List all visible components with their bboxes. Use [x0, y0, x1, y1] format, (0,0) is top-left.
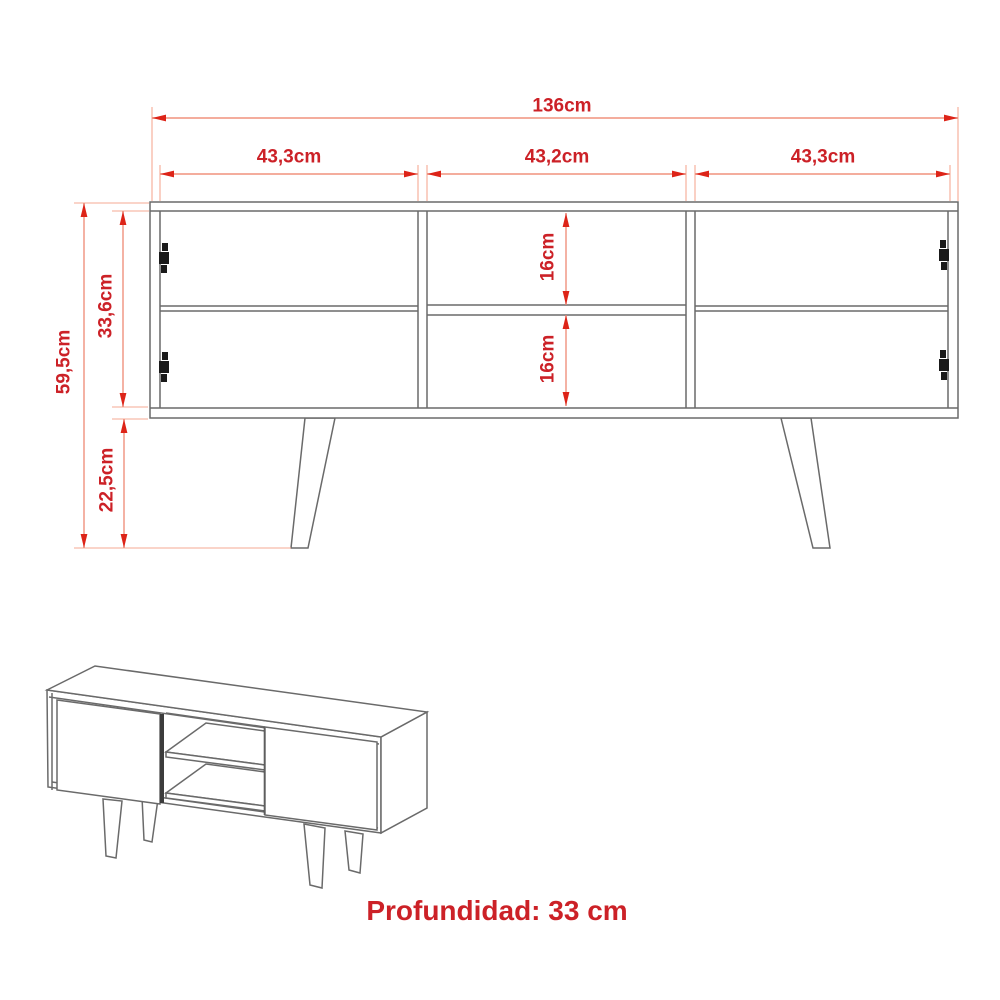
iso-left-door: [57, 700, 160, 804]
dim-opening-top-height: 16cm: [537, 232, 559, 282]
dim-total-width: 136cm: [532, 95, 592, 117]
front-left-leg: [291, 418, 335, 548]
iso-right-door: [265, 727, 377, 830]
dim-section-right-width: 43,3cm: [790, 146, 856, 168]
iso-leg-back-right: [345, 831, 363, 873]
iso-leg-front-right: [304, 824, 325, 888]
dim-opening-bottom-height: 16cm: [537, 334, 559, 384]
dim-section-center-width: 43,2cm: [524, 146, 590, 168]
dim-legs-height: 22,5cm: [96, 447, 118, 513]
dim-total-height: 59,5cm: [53, 329, 75, 395]
iso-leg-front-left: [103, 799, 122, 858]
dim-section-left-width: 43,3cm: [256, 146, 322, 168]
iso-view: [47, 666, 427, 888]
front-right-leg: [781, 418, 830, 548]
depth-note: Profundidad: 33 cm: [366, 895, 628, 926]
dim-cabinet-height: 33,6cm: [95, 273, 117, 339]
